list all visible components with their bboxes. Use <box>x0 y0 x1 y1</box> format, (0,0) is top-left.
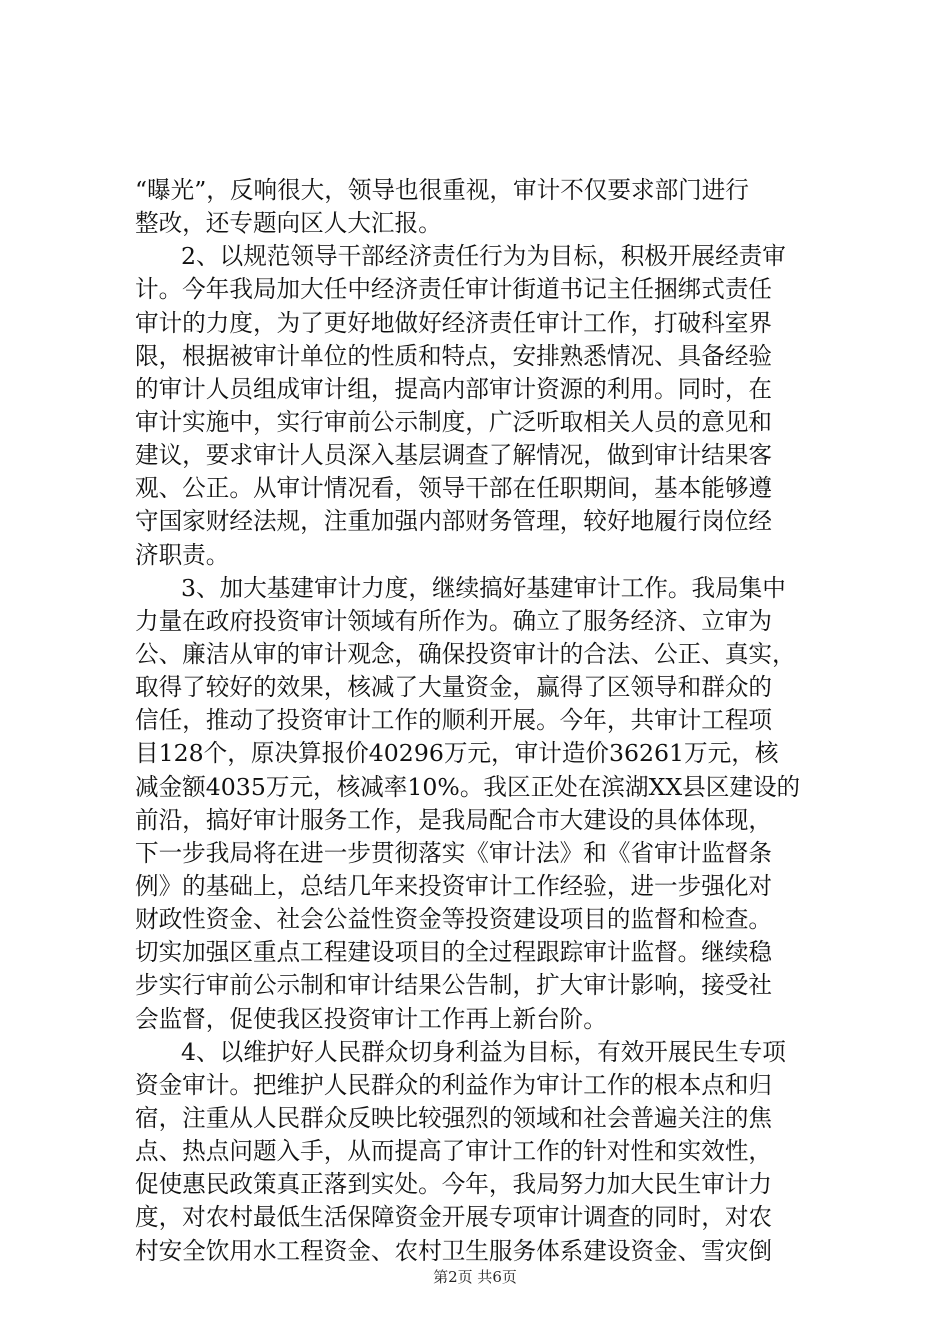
text-line: 切实加强区重点工程建设项目的全过程跟踪审计监督。继续稳 <box>135 938 773 967</box>
text-line: 济职责。 <box>135 540 230 569</box>
page-footer: 第2页 共6页 <box>433 1268 517 1286</box>
paragraph-first-line: 4、以维护好人民群众切身利益为目标，有效开展民生专项 <box>181 1037 786 1066</box>
paragraph-first-line: 2、以规范领导干部经济责任行为为目标，积极开展经责审 <box>181 242 786 271</box>
text-line: 点、热点问题入手，从而提高了审计工作的针对性和实效性， <box>135 1137 773 1166</box>
text-line: 度，对农村最低生活保障资金开展专项审计调查的同时，对农 <box>135 1203 773 1232</box>
text-line: 力量在政府投资审计领域有所作为。确立了服务经济、立审为 <box>135 606 773 635</box>
text-line: 计。今年我局加大任中经济责任审计街道书记主任捆绑式责任 <box>135 275 773 304</box>
text-line: 目128个，原决算报价40296万元，审计造价36261万元，核 <box>135 739 779 768</box>
text-line: 观、公正。从审计情况看，领导干部在任职期间，基本能够遵 <box>135 474 773 503</box>
text-line: 资金审计。把维护人民群众的利益作为审计工作的根本点和归 <box>135 1070 773 1099</box>
document-body <box>135 174 825 1268</box>
text-line: 会监督，促使我区投资审计工作再上新台阶。 <box>135 1004 607 1033</box>
text-line: 宿，注重从人民群众反映比较强烈的领域和社会普遍关注的焦 <box>135 1103 773 1132</box>
text-line: 下一步我局将在进一步贯彻落实《审计法》和《省审计监督条 <box>135 838 773 867</box>
text-line: 审计的力度，为了更好地做好经济责任审计工作，打破科室界 <box>135 308 773 337</box>
text-line: 前沿，搞好审计服务工作，是我局配合市大建设的具体体现， <box>135 805 773 834</box>
text-line: 信任，推动了投资审计工作的顺利开展。今年，共审计工程项 <box>135 706 773 735</box>
text-line: 的审计人员组成审计组，提高内部审计资源的利用。同时，在 <box>135 374 773 403</box>
text-line: 村安全饮用水工程资金、农村卫生服务体系建设资金、雪灾倒 <box>135 1236 773 1265</box>
text-line: 建议，要求审计人员深入基层调查了解情况，做到审计结果客 <box>135 441 773 470</box>
text-line: 促使惠民政策真正落到实处。今年，我局努力加大民生审计力 <box>135 1170 773 1199</box>
text-line: “曝光”，反响很大，领导也很重视，审计不仅要求部门进行 <box>135 176 749 204</box>
text-line: 守国家财经法规，注重加强内部财务管理，较好地履行岗位经 <box>135 507 773 536</box>
text-line: 例》的基础上，总结几年来投资审计工作经验，进一步强化对 <box>135 871 773 900</box>
text-line: 财政性资金、社会公益性资金等投资建设项目的监督和检查。 <box>135 905 773 934</box>
text-line: 取得了较好的效果，核减了大量资金，赢得了区领导和群众的 <box>135 673 773 702</box>
text-line: 整改，还专题向区人大汇报。 <box>135 209 442 238</box>
text-line: 步实行审前公示制和审计结果公告制，扩大审计影响，接受社 <box>135 971 773 1000</box>
text-line: 减金额4035万元，核减率10%。我区正处在滨湖XX县区建设的 <box>135 772 801 801</box>
text-line: 公、廉洁从审的审计观念，确保投资审计的合法、公正、真实， <box>135 639 796 668</box>
text-line: 审计实施中，实行审前公示制度，广泛听取相关人员的意见和 <box>135 407 773 436</box>
text-line: 限，根据被审计单位的性质和特点，安排熟悉情况、具备经验 <box>135 341 773 370</box>
paragraph-first-line: 3、加大基建审计力度，继续搞好基建审计工作。我局集中 <box>181 573 786 602</box>
